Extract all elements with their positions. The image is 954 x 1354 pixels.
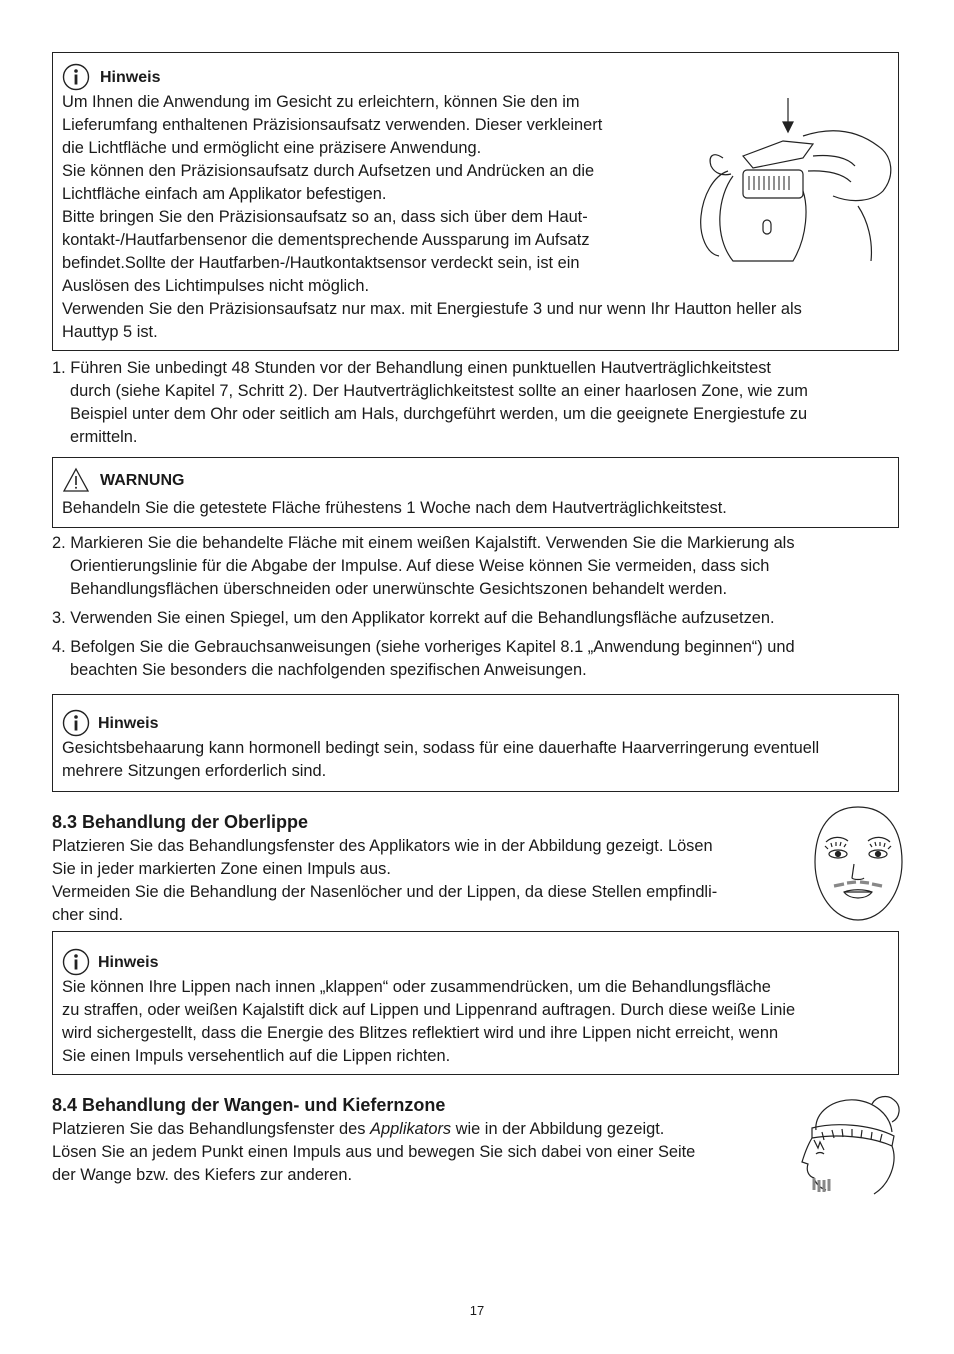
note-text-line: die Lichtfläche und ermöglicht eine präzisere Anwendung. bbox=[62, 139, 482, 157]
note-text-line: befindet.Sollte der Hautfarben-/Hautkontaktsensor verdeckt sein, ist ein bbox=[62, 254, 580, 272]
note-text-line: Hauttyp 5 ist. bbox=[62, 323, 158, 341]
step-2-line: Behandlungsflächen überschneiden oder unerwünschte Gesichtszonen behandelt werden. bbox=[70, 580, 727, 598]
note-text-line: Sie können den Präzisionsaufsatz durch Aufsetzen und Andrücken an die bbox=[62, 162, 595, 180]
note-text-line: Auslösen des Lichtimpulses nicht möglich. bbox=[62, 277, 370, 295]
note-header bbox=[62, 63, 888, 91]
section-8-3-text bbox=[52, 835, 812, 927]
section-8-4-italic: Applikators bbox=[370, 1120, 452, 1138]
warning-header bbox=[62, 466, 888, 494]
note-text-line: Um Ihnen die Anwendung im Gesicht zu erleichtern, können Sie den im bbox=[62, 93, 580, 111]
section-8-4-text bbox=[52, 1118, 792, 1187]
warning-box bbox=[52, 457, 899, 528]
section-8-3-line: Vermeiden Sie die Behandlung der Nasenlöcher und der Lippen, da diese Stellen empfindli- bbox=[52, 883, 718, 901]
step-1-line: ermitteln. bbox=[70, 428, 138, 446]
step-2 bbox=[52, 532, 922, 601]
note-text-line: Verwenden Sie den Präzisionsaufsatz nur max. mit Energiestufe 3 und nur wenn Ihr Hautton heller als bbox=[62, 300, 802, 318]
page-number: 17 bbox=[469, 1303, 485, 1318]
section-8-4-line1-start: Platzieren Sie das Behandlungsfenster des bbox=[52, 1120, 371, 1138]
note-text-line: zu straffen, oder weißen Kajalstift dick auf Lippen und Lippenrand auftragen. Durch diese weiße Linie bbox=[62, 1001, 796, 1019]
note-header bbox=[62, 948, 888, 976]
precision-attachment-illustration bbox=[683, 96, 898, 264]
step-4-line: beachten Sie besonders die nachfolgenden spezifischen Anweisungen. bbox=[70, 661, 587, 679]
note-text-line: Gesichtsbehaarung kann hormonell bedingt sein, sodass für eine dauerhafte Haarverringerung eventuell bbox=[62, 739, 820, 757]
step-1 bbox=[52, 357, 922, 449]
section-heading-8-3: 8.3 Behandlung der Oberlippe bbox=[52, 812, 309, 832]
section-8-4-line1-end: wie in der Abbildung gezeigt. bbox=[451, 1120, 665, 1138]
step-2-line: 2. Markieren Sie die behandelte Fläche mit einem weißen Kajalstift. Verwenden Sie die Markierung als bbox=[52, 534, 795, 552]
note-title: Hinweis bbox=[100, 68, 161, 86]
step-3-line: 3. Verwenden Sie einen Spiegel, um den Applikator korrekt auf die Behandlungsfläche aufzusetzen. bbox=[52, 609, 775, 627]
warning-text: Behandeln Sie die getestete Fläche frühestens 1 Woche nach dem Hautverträglichkeitstest. bbox=[62, 499, 727, 517]
section-8-4-line: Lösen Sie an jedem Punkt einen Impuls aus und bewegen Sie sich dabei von einer Seite bbox=[52, 1143, 696, 1161]
section-8-3-line: Sie in jeder markierten Zone einen Impuls aus. bbox=[52, 860, 391, 878]
step-1-line: 1. Führen Sie unbedingt 48 Stunden vor der Behandlung einen punktuellen Hautverträglichkeitstest bbox=[52, 359, 771, 377]
info-icon bbox=[62, 709, 90, 737]
section-8-3-line: cher sind. bbox=[52, 906, 124, 924]
step-3 bbox=[52, 607, 922, 630]
note-box-lips bbox=[52, 931, 899, 1075]
info-icon bbox=[62, 63, 90, 91]
section-heading-8-4: 8.4 Behandlung der Wangen- und Kiefernzone bbox=[52, 1095, 446, 1115]
note-text-line: Sie einen Impuls versehentlich auf die Lippen richten. bbox=[62, 1047, 451, 1065]
note-text-line: mehrere Sitzungen erforderlich sind. bbox=[62, 762, 327, 780]
note-title: Hinweis bbox=[98, 714, 159, 732]
note-text-line: Lichtfläche einfach am Applikator befestigen. bbox=[62, 185, 387, 203]
warning-triangle-icon bbox=[62, 467, 90, 493]
note-header bbox=[62, 709, 888, 737]
step-1-line: durch (siehe Kapitel 7, Schritt 2). Der Hautverträglichkeitstest sollte an einer haarlosen Zone, wie zum bbox=[70, 382, 808, 400]
note-text-line: kontakt-/Hautfarbensenor die dementsprechende Aussparung im Aufsatz bbox=[62, 231, 590, 249]
step-1-line: Beispiel unter dem Ohr oder seitlich am Hals, durchgeführt werden, um die geeignete Energiestufe zu bbox=[70, 405, 808, 423]
note-text-line: Bitte bringen Sie den Präzisionsaufsatz so an, dass sich über dem Haut- bbox=[62, 208, 588, 226]
section-8-3-line: Platzieren Sie das Behandlungsfenster des Applikators wie in der Abbildung gezeigt. Lösen bbox=[52, 837, 713, 855]
note-text-line: wird sichergestellt, dass die Energie des Blitzes reflektiert wird und ihre Lippen nicht erreicht, wenn bbox=[62, 1024, 779, 1042]
warning-title: WARNUNG bbox=[100, 471, 185, 489]
step-2-line: Orientierungslinie für die Abgabe der Impulse. Auf diese Weise können Sie vermeiden, dass sich bbox=[70, 557, 770, 575]
upper-lip-face-illustration bbox=[812, 804, 904, 924]
step-4 bbox=[52, 636, 922, 682]
note-title: Hinweis bbox=[98, 953, 159, 971]
section-8-4-line: der Wange bzw. des Kiefers zur anderen. bbox=[52, 1166, 353, 1184]
cheek-jaw-profile-illustration bbox=[794, 1092, 904, 1202]
note-box-facial-hair bbox=[52, 694, 899, 792]
note-text-line: Lieferumfang enthaltenen Präzisionsaufsatz verwenden. Dieser verkleinert bbox=[62, 116, 603, 134]
info-icon bbox=[62, 948, 90, 976]
step-4-line: 4. Befolgen Sie die Gebrauchsanweisungen (siehe vorheriges Kapitel 8.1 „Anwendung beginnen“) und bbox=[52, 638, 795, 656]
note-text-line: Sie können Ihre Lippen nach innen „klappen“ oder zusammendrücken, um die Behandlungsfläche bbox=[62, 978, 771, 996]
